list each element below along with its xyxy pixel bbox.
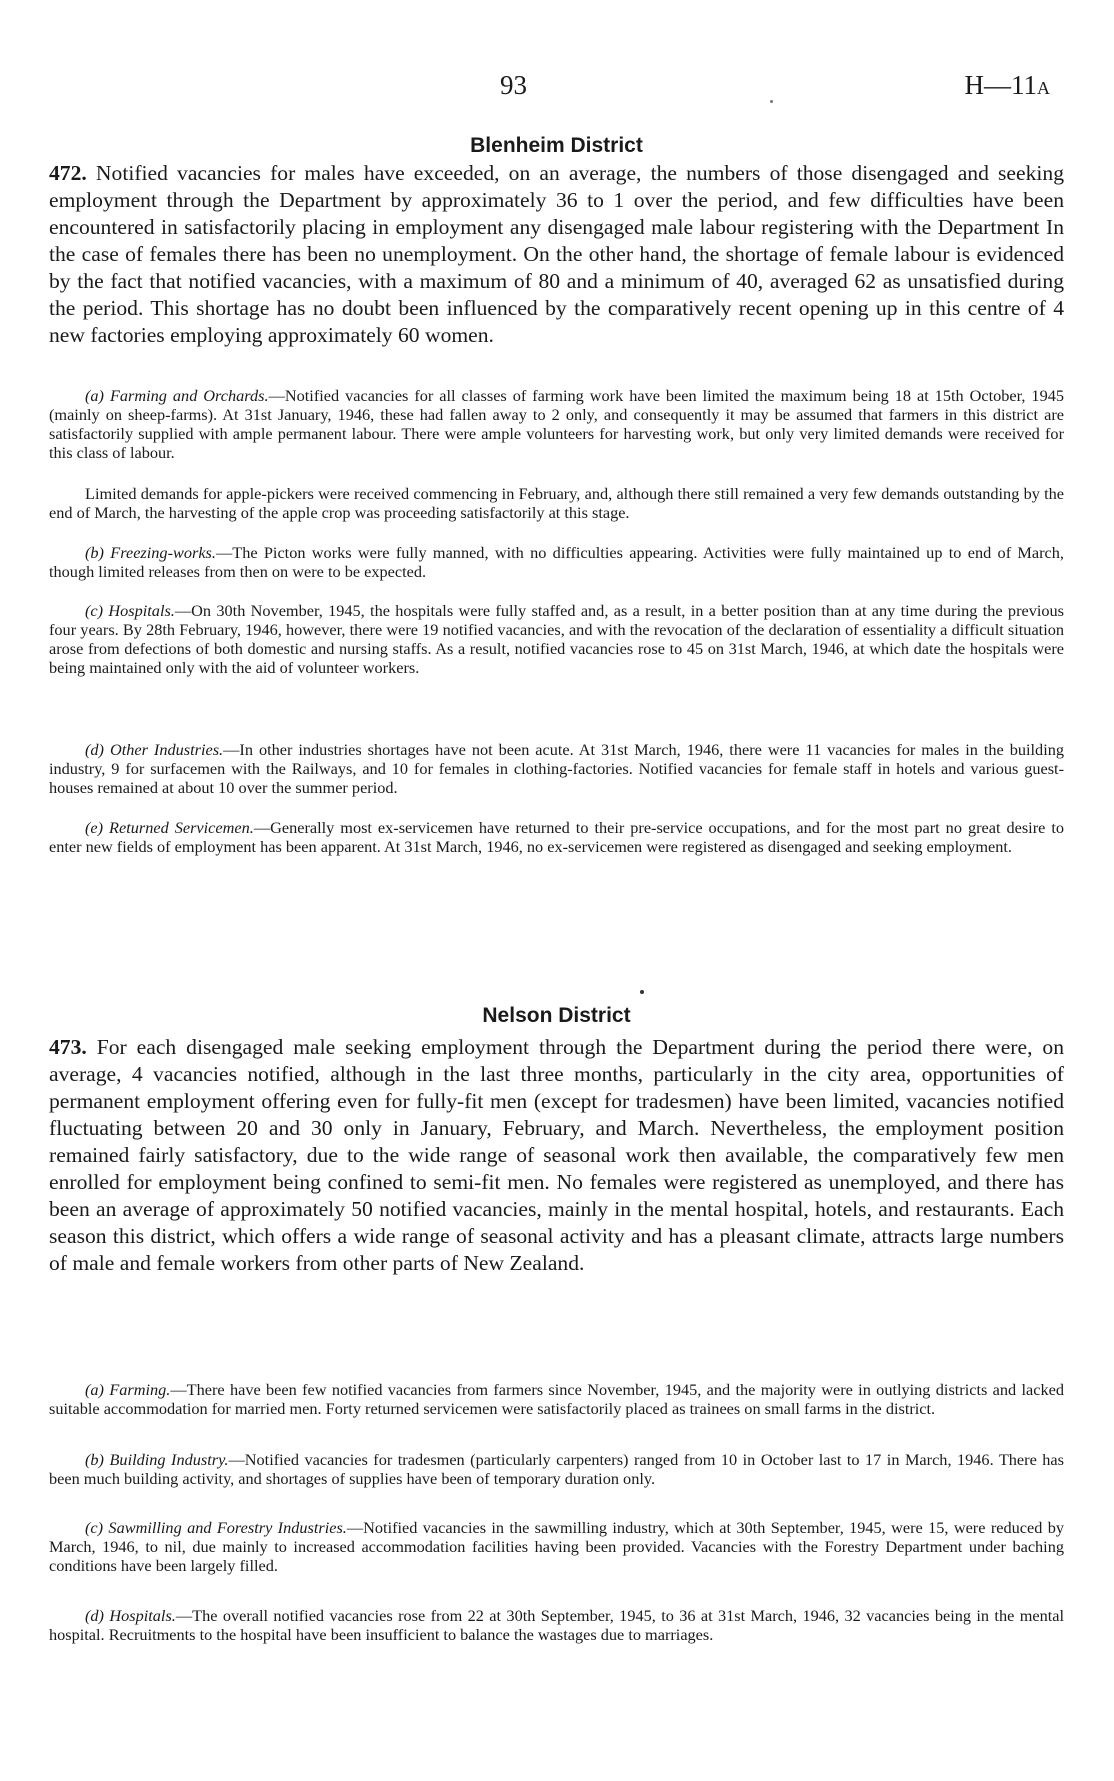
heading-nelson-district: Nelson District — [482, 1004, 631, 1027]
blenheim-item-d: (d) Other Industries.—In other industries shortages have not been acute. At 31st March, 1946, there were 11 vacancies for males in the building industry, 9 for surfacemen with the Railways, and 10 for females in clothing-factories. Notified vacancies for female staff in hotels and various guest-houses remained at about 10 over the summer period. — [49, 740, 1064, 797]
page-number: 93 — [500, 70, 527, 100]
print-speck — [770, 100, 773, 103]
blenheim-item-c: (c) Hospitals.—On 30th November, 1945, the hospitals were fully staffed and, as a result, in a better position than at any time during the previous four years. By 28th February, 1946, however, there were 19 notified vacancies, and with the revocation of the declaration of essentiality a difficult situation arose from defections of both domestic and nursing staffs. As a result, notified vacancies rose to 45 on 31st March, 1946, at which date the hospitals were being maintained only with the aid of volunteer workers. — [49, 601, 1064, 677]
nelson-item-b: (b) Building Industry.—Notified vacancies for tradesmen (particularly carpenters) ranged from 10 in October last to 17 in March, 1946. There has been much building activity, and shortages of supplies have been of temporary duration only. — [49, 1450, 1064, 1488]
paragraph-473: 473. For each disengaged male seeking employment through the Department during the period there were, on average, 4 vacancies notified, although in the last three months, particularly in the city area, opportunities of permanent employment offering even for fully-fit men (except for tradesmen) have been limited, vacancies notified fluctuating between 20 and 30 only in January, February, and March. Nevertheless, the employment position remained fairly satisfactory, due to the wide range of seasonal work then available, the comparatively few men enrolled for employment being confined to semi-fit men. No females were registered as unemployed, and there has been an average of approximately 50 notified vacancies, mainly in the mental hospital, hotels, and restaurants. Each season this district, which offers a wide range of seasonal activity and has a pleasant climate, attracts large numbers of male and female workers from other parts of New Zealand. — [49, 1035, 1064, 1275]
heading-blenheim-district: Blenheim District — [470, 134, 643, 157]
page-header — [0, 70, 1114, 110]
nelson-item-c: (c) Sawmilling and Forestry Industries.—Notified vacancies in the sawmilling industry, which at 30th September, 1945, were 15, were reduced by March, 1946, to nil, due mainly to increased accommodation facilities having been provided. Vacancies with the Forestry Department under baching conditions have been largely filled. — [49, 1518, 1064, 1575]
print-speck — [640, 990, 644, 994]
blenheim-item-b: (b) Freezing-works.—The Picton works were fully manned, with no difficulties appearing. Activities were fully maintained up to end of March, though limited releases from then on were to be expected. — [49, 543, 1064, 581]
document-reference: H—11A — [964, 70, 1050, 100]
paragraph-472: 472. Notified vacancies for males have exceeded, on an average, the numbers of those disengaged and seeking employment through the Department by approximately 36 to 1 over the period, and few difficulties have been encountered in satisfactorily placing in employment any disengaged male labour registering with the Department In the case of females there has been no unemployment. On the other hand, the shortage of female labour is evidenced by the fact that notified vacancies, with a maximum of 80 and a minimum of 40, averaged 62 as unsatisfied during the period. This shortage has no doubt been influenced by the comparatively recent opening up in this centre of 4 new factories employing approximately 60 women. — [49, 161, 1064, 347]
nelson-item-a: (a) Farming.—There have been few notified vacancies from farmers since November, 1945, and the majority were in outlying districts and lacked suitable accommodation for married men. Forty returned servicemen were satisfactorily placed as trainees on small farms in the district. — [49, 1380, 1064, 1418]
blenheim-item-e: (e) Returned Servicemen.—Generally most ex-servicemen have returned to their pre-service occupations, and for the most part no great desire to enter new fields of employment has been apparent. At 31st March, 1946, no ex-servicemen were registered as disengaged and seeking employment. — [49, 818, 1064, 856]
blenheim-item-a-continued: Limited demands for apple-pickers were received commencing in February, and, although there still remained a very few demands outstanding by the end of March, the harvesting of the apple crop was proceeding satisfactorily at this stage. — [49, 484, 1064, 522]
nelson-item-d: (d) Hospitals.—The overall notified vacancies rose from 22 at 30th September, 1945, to 36 at 31st March, 1946, 32 vacancies being in the mental hospital. Recruitments to the hospital have been insufficient to balance the wastages due to marriages. — [49, 1606, 1065, 1644]
blenheim-item-a: (a) Farming and Orchards.—Notified vacancies for all classes of farming work have been limited the maximum being 18 at 15th October, 1945 (mainly on sheep-farms). At 31st January, 1946, these had fallen away to 2 only, and consequently it may be assumed that farmers in this district are satisfactorily supplied with ample permanent labour. There were ample volunteers for harvesting work, but only very limited demands were received for this class of labour. — [49, 386, 1064, 462]
